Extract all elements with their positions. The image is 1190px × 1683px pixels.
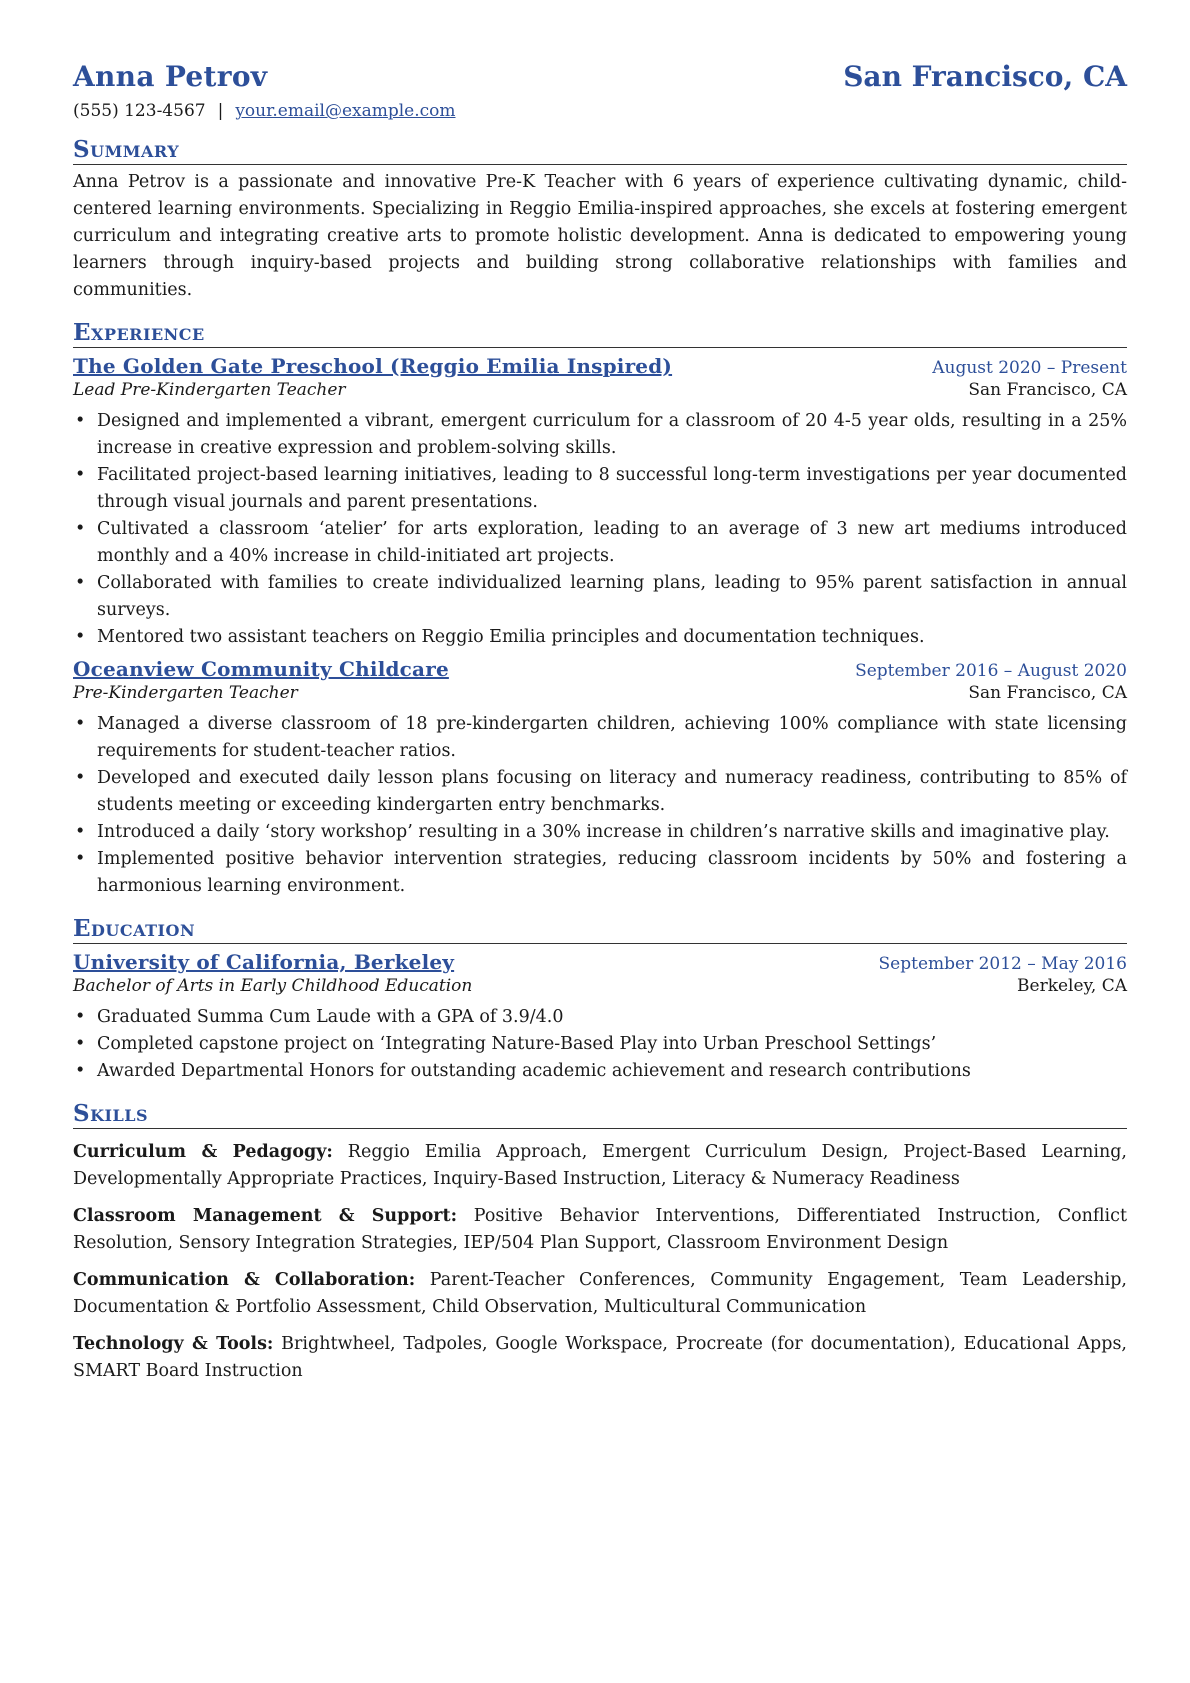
skill-group-communication [73, 1267, 1127, 1321]
experience-heading: Experience [73, 320, 1127, 348]
job-title: Pre-Kindergarten Teacher [73, 683, 298, 703]
skill-group-classroom [73, 1203, 1127, 1257]
skill-category: Technology & Tools: [73, 1334, 274, 1354]
bullet-item: • Cultivated a classroom ‘atelier’ for arts exploration, leading to an average of 3 new art mediums introduced monthly and a 40% increase in child-initiated art projects. [97, 516, 1127, 570]
skill-category: Classroom Management & Support: [73, 1206, 458, 1226]
job-entry-1 [73, 354, 1127, 651]
resume-header [73, 60, 1127, 93]
job-location: San Francisco, CA [968, 380, 1127, 400]
bullet-item: • Managed a diverse classroom of 18 pre-kindergarten children, achieving 100% compliance with state licensing requirements for student-teacher ratios. [97, 711, 1127, 765]
summary-heading: Summary [73, 137, 1127, 165]
bullet-item: • Implemented positive behavior intervention strategies, reducing classroom incidents by 50% and fostering a harmonious learning environment. [97, 846, 1127, 900]
candidate-name: Anna Petrov [73, 60, 268, 93]
job-title: Lead Pre-Kindergarten Teacher [73, 380, 346, 400]
job-location: San Francisco, CA [968, 683, 1127, 703]
bullet-item: • Facilitated project-based learning initiatives, leading to 8 successful long-term investigations per year documented through visual journals and parent presentations. [97, 462, 1127, 516]
skill-list: Positive Behavior Interventions, Differentiated Instruction, Conflict Resolution, Sensory Integration Strategies, IEP/504 Plan Support, Classroom Environment Design [73, 1206, 1127, 1253]
employer-link[interactable]: Oceanview Community Childcare [73, 657, 449, 681]
email-link[interactable]: your.email@example.com [235, 101, 456, 121]
bullet-item: • Developed and executed daily lesson plans focusing on literacy and numeracy readiness, contributing to 85% of students meeting or exceeding kindergarten entry benchmarks. [97, 765, 1127, 819]
degree-title: Bachelor of Arts in Early Childhood Education [73, 976, 473, 996]
phone-number: (555) 123-4567 [73, 101, 206, 121]
employer-link[interactable]: The Golden Gate Preschool (Reggio Emilia Inspired) [73, 354, 673, 378]
job-entry-2 [73, 657, 1127, 900]
skill-group-technology [73, 1331, 1127, 1385]
resume-page [73, 60, 1127, 1385]
summary-text: Anna Petrov is a passionate and innovative Pre-K Teacher with 6 years of experience cultivating dynamic, child-centered learning environments. Specializing in Reggio Emilia-inspired approaches, she excels at fostering emergent curriculum and integrating creative arts to promote holistic development. Anna is dedicated to empowering young learners through inquiry-based projects and building strong collaborative relationships with families and communities. [73, 172, 1127, 300]
bullet-item: • Collaborated with families to create individualized learning plans, leading to 95% parent satisfaction in annual surveys. [97, 570, 1127, 624]
skills-heading: Skills [73, 1101, 1127, 1129]
bullet-item: • Awarded Departmental Honors for outstanding academic achievement and research contributions [97, 1058, 1127, 1085]
job-bullets [73, 408, 1127, 651]
skill-list: Brightwheel, Tadpoles, Google Workspace, Procreate (for documentation), Educational Apps, SMART Board Instruction [73, 1334, 1127, 1381]
contact-separator: | [217, 101, 224, 121]
job-dates: September 2016 – August 2020 [855, 661, 1127, 681]
skill-category: Curriculum & Pedagogy: [73, 1142, 333, 1162]
education-entry [73, 950, 1127, 1085]
bullet-item: • Designed and implemented a vibrant, emergent curriculum for a classroom of 20 4-5 year olds, resulting in a 25% increase in creative expression and problem-solving skills. [97, 408, 1127, 462]
education-heading: Education [73, 916, 1127, 944]
education-bullets [73, 1004, 1127, 1085]
job-bullets [73, 711, 1127, 900]
skill-list: Parent-Teacher Conferences, Community Engagement, Team Leadership, Documentation & Portfolio Assessment, Child Observation, Multicultural Communication [73, 1270, 1127, 1317]
bullet-item: • Mentored two assistant teachers on Reggio Emilia principles and documentation techniques. [97, 624, 1127, 651]
skill-group-curriculum [73, 1139, 1127, 1193]
school-location: Berkeley, CA [1017, 976, 1127, 996]
education-dates: September 2012 – May 2016 [878, 954, 1127, 974]
bullet-item: • Graduated Summa Cum Laude with a GPA of 3.9/4.0 [97, 1004, 1127, 1031]
school-link[interactable]: University of California, Berkeley [73, 950, 455, 974]
skill-list: Reggio Emilia Approach, Emergent Curriculum Design, Project-Based Learning, Developmentally Appropriate Practices, Inquiry-Based Instruction, Literacy & Numeracy Readiness [73, 1142, 1127, 1189]
job-dates: August 2020 – Present [932, 358, 1127, 378]
bullet-item: • Introduced a daily ‘story workshop’ resulting in a 30% increase in children’s narrative skills and imaginative play. [97, 819, 1127, 846]
bullet-item: • Completed capstone project on ‘Integrating Nature-Based Play into Urban Preschool Settings’ [97, 1031, 1127, 1058]
skill-category: Communication & Collaboration: [73, 1270, 416, 1290]
candidate-location: San Francisco, CA [843, 60, 1127, 93]
contact-line [73, 101, 1127, 121]
